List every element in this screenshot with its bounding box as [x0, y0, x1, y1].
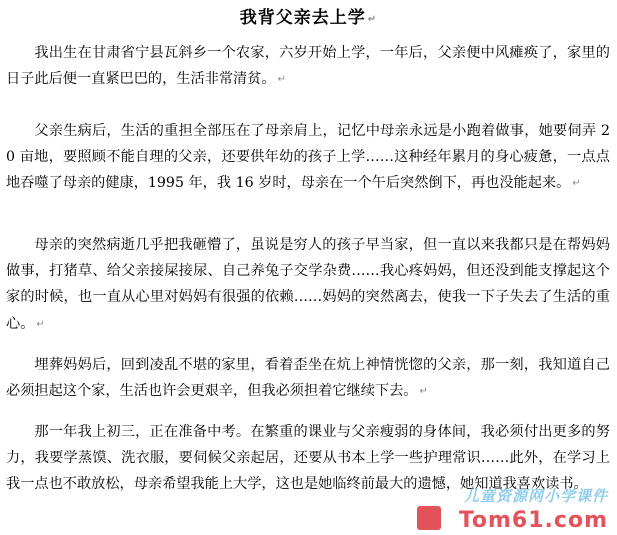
paragraph-2 — [6, 118, 610, 198]
page-title — [0, 6, 617, 32]
paragraph-5 — [6, 419, 610, 498]
paragraph-mark-icon: ↵ — [367, 14, 378, 25]
paragraph-text: 父亲生病后，生活的重担全部压在了母亲肩上，记忆中母亲永远是小跑着做事，她要伺弄 20 亩地，要照顾不能自理的父亲，还要供年幼的孩子上学……这种经年累月的身心疲惫，一点点地吞噬了母亲的健康，1995 年，我 16 岁时，母亲在一个午后突然倒下，再也没能起来。 — [6, 123, 610, 192]
paragraph-text: 母亲的突然病逝几乎把我砸懵了，虽说是穷人的孩子早当家，但一直以来我都只是在帮妈妈做事，打猪草、给父亲接屎接尿、自己养兔子交学杂费……我心疼妈妈，但还没到能支撑起这个家的时候，也一直从心里对妈妈有很强的依赖……妈妈的突然离去，使我一下子失去了生活的重心。 — [6, 237, 610, 332]
paragraph-mark-icon: ↵ — [36, 318, 45, 330]
paragraph-mark-icon: ↵ — [419, 386, 428, 398]
svg-text:Tom61.com: Tom61.com — [458, 508, 608, 533]
paragraph-mark-icon: ↵ — [277, 74, 286, 86]
title-text: 我背父亲去上学 — [239, 8, 366, 28]
paragraph-mark-icon: ↵ — [572, 178, 581, 190]
paragraph-1 — [6, 40, 610, 93]
paragraph-3 — [6, 232, 610, 338]
paragraph-text: 埋葬妈妈后，回到凌乱不堪的家里，看着歪坐在炕上神情恍惚的父亲，那一刻，我知道自己必须担起这个家，生活也许会更艰辛，但我必须担着它继续下去。 — [6, 357, 610, 400]
paragraph-text: 我出生在甘肃省宁县瓦斜乡一个农家，六岁开始上学，一年后，父亲便中风瘫痪了，家里的日子此后便一直紧巴巴的，生活非常清贫。 — [6, 45, 610, 88]
svg-text:儿童资源网小学课件: 儿童资源网小学课件 — [463, 487, 608, 505]
paragraph-4 — [6, 352, 610, 405]
paragraph-text: 那一年我上初三，正在准备中考。在繁重的课业与父亲瘦弱的身体间，我必须付出更多的努力，我要学蒸馍、洗衣服，要伺候父亲起居，还要从书本上学一些护理常识……此外，在学习上我一点也不敢放松，母亲希望我能上大学，这也是她临终前最大的遗憾，她知道我喜欢读书。 — [6, 424, 610, 493]
